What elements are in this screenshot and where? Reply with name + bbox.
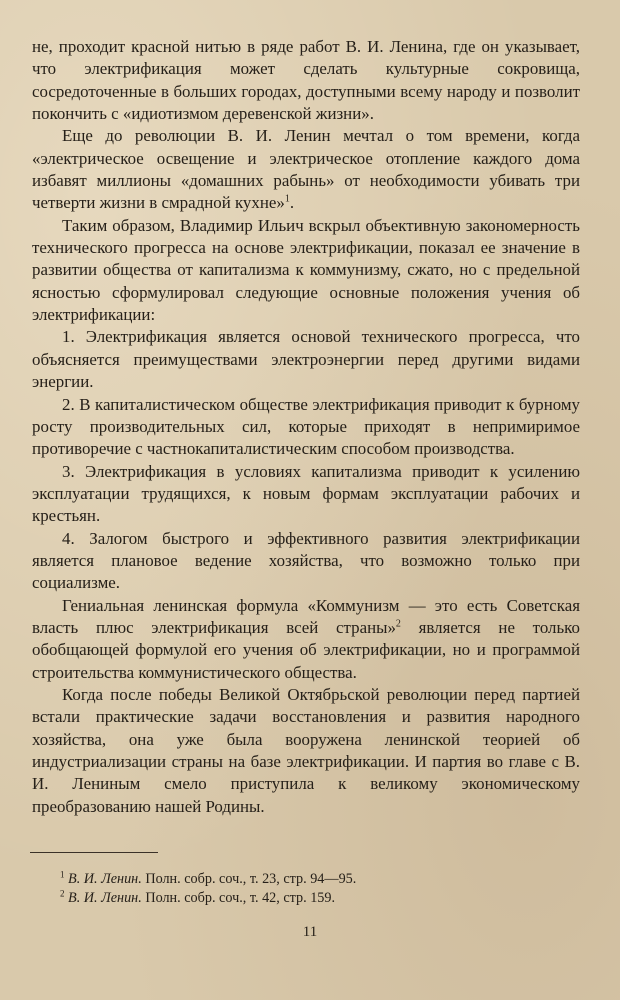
footnote-author: В. И. Ленин.: [68, 871, 142, 887]
paragraph-text: не, проходит красной нитью в ряде работ В. И. Ленина, где он указывает, что электрификация может сделать культурные сокровища, сосредоточенные в больших городах, доступными всему народу и позволит покончить с «идиотизмом деревенской жизни».: [32, 37, 580, 124]
footnotes: [60, 870, 580, 908]
footnote: [60, 889, 580, 908]
paragraph: [32, 215, 580, 327]
paragraph-text: 2. В капиталистическом обществе электрификация приводит к бурному росту производительных сил, которые приходят в непримиримое противоречие с частнокапиталистическим способом производства.: [32, 394, 580, 459]
paragraph-text: 3. Электрификация в условиях капитализма приводит к усилению эксплуатации трудящихся, к новым формам эксплуатации рабочих и крестьян.: [32, 461, 580, 526]
page-number: 11: [302, 924, 318, 940]
footnote-mark: 2: [60, 888, 65, 899]
paragraph: [32, 125, 580, 214]
paragraph-tail: .: [289, 193, 295, 213]
paragraph-text: Еще до революции В. И. Ленин мечтал о том времени, когда «электрическое освещение и электрическое отопление каждого дома избавят миллионы «домашних рабынь» от необходимости убивать три четверти жизни в смрадной кухне»: [32, 126, 580, 213]
footnote-text: Полн. собр. соч., т. 42, стр. 159.: [141, 890, 336, 906]
list-item: [32, 326, 580, 393]
paragraph-text: Когда после победы Великой Октябрьской революции перед партией встали практические задачи восстановления и развития народного хозяйства, она уже была вооружена ленинской теорией об индустриализации страны на базе электрификации. И партия во главе с В. И. Лениным смело приступила к великому экономическому преобразованию нашей Родины.: [32, 684, 580, 816]
paragraph: [32, 684, 580, 818]
list-item: [32, 394, 580, 461]
footnote: [60, 870, 580, 889]
paragraph-text: Таким образом, Владимир Ильич вскрыл объективную закономерность технического прогресса на основе электрификации, показал ее значение в развитии общества от капитализма к коммунизму, сжато, но с предельной ясностью сформулировал следующие основные положения учения об электрификации:: [32, 215, 580, 325]
footnote-author: В. И. Ленин.: [68, 890, 142, 906]
footnote-mark: 1: [60, 869, 65, 880]
paragraph: [32, 595, 580, 684]
paragraph-text: Гениальная ленинская формула «Коммунизм — это есть Советская власть плюс электрификация всей страны»: [32, 595, 580, 637]
list-item: [32, 461, 580, 528]
paragraph-text: 4. Залогом быстрого и эффективного развития электрификации является плановое ведение хозяйства, что возможно только при социализме.: [32, 528, 580, 593]
footnote-ref: 2: [395, 618, 401, 630]
paragraph-text: 1. Электрификация является основой технического прогресса, что объясняется преимуществами электроэнергии перед другими видами энергии.: [32, 327, 580, 392]
body-text: [32, 36, 580, 818]
footnote-text: Полн. собр. соч., т. 23, стр. 94—95.: [141, 871, 357, 887]
paragraph: [32, 36, 580, 125]
footnote-ref: 1: [284, 193, 290, 205]
paragraph-tail: является не только обобщающей формулой его учения об электрификации, но и программой строительства коммунистического общества.: [32, 617, 580, 682]
list-item: [32, 528, 580, 595]
footnote-divider: [30, 852, 158, 853]
